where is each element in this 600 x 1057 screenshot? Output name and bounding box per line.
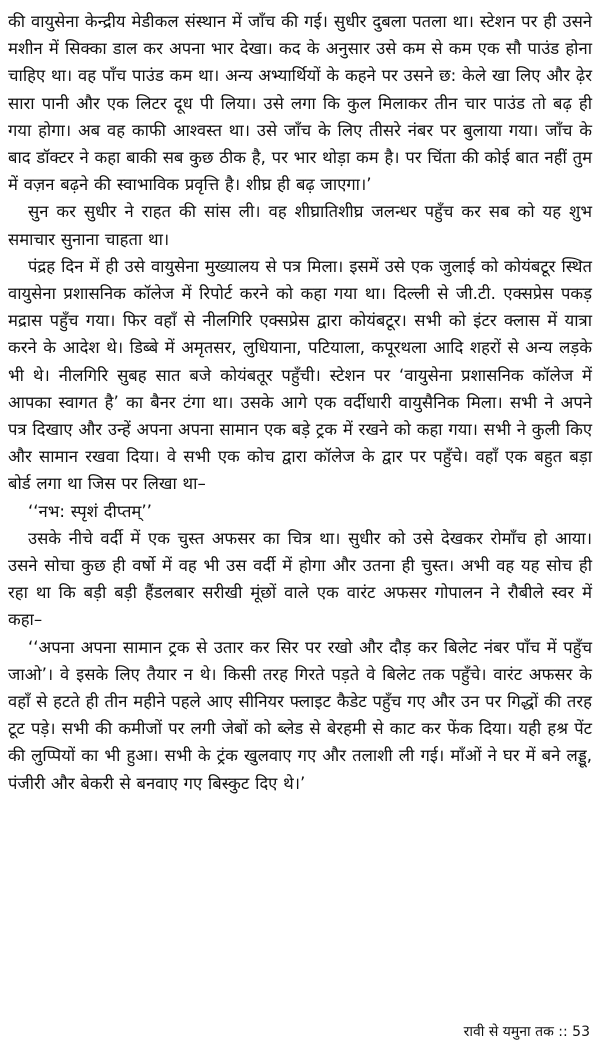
paragraph-2: सुन कर सुधीर ने राहत की सांस ली। वह शीघ्रातिशीघ्र जलन्धर पहुँच कर सब को यह शुभ समाचार सुनाना चाहता था।: [8, 202, 592, 249]
paragraph-1: की वायुसेना केन्द्रीय मेडीकल संस्थान में जाँच की गई। सुधीर दुबला पतला था। स्टेशन पर ही उसने मशीन में सिक्का डाल कर अपना भार देखा। कद के अनुसार उसे कम से कम एक सौ पाउंड होना चाहिए था। वह पाँच पाउंड कम था। अन्य अभ्यार्थियों के कहने पर उसने छ: केले खा लिए और ढ़ेर सारा पानी और एक लिटर दूध पी लिया। उसे लगा कि कुल मिलाकर तीन चार पाउंड तो बढ़ ही गया होगा। अब वह काफी आश्वस्त था। उसे जाँच के लिए तीसरे नंबर पर बुलाया गया। जाँच के बाद डॉक्टर ने कहा बाकी सब कुछ ठीक है, पर भार थोड़ा कम है। पर चिंता की कोई बात नहीं तुम में वज़न बढ़ने की स्वाभाविक प्रवृत्ति है। शीघ्र ही बढ़ जाएगा।’: [8, 12, 592, 195]
motto-line: ‘‘नभ: स्पृशं दीप्तम्’’: [28, 501, 152, 521]
paragraph-3: पंद्रह दिन में ही उसे वायुसेना मुख्यालय से पत्र मिला। इसमें उसे एक जुलाई को कोयंबटूर स्थित वायुसेना प्रशासनिक कॉलेज में रिपोर्ट करने को कहा गया था। दिल्ली से जी.टी. एक्सप्रेस पकड़ मद्रास पहुँच गया। फिर वहाँ से नीलगिरि एक्सप्रेस द्वारा कोयंबटूर। सभी को इंटर क्लास में यात्रा करने के आदेश थे। डिब्बे में अमृतसर, लुधियाना, पटियाला, कपूरथला आदि शहरों से अन्य लड़के भी थे। नीलगिरि सुबह सात बजे कोयंबतूर पहुँची। स्टेशन पर ‘वायुसेना प्रशासनिक कॉलेज में आपका स्वागत है’ का बैनर टंगा था। उसके आगे एक वर्दीधारी वायुसैनिक मिला। सभी ने अपने पत्र दिखाए और उन्हें अपना अपना सामान एक बड़े ट्रक में रखने को कहा गया। सभी ने कुली किए और सामान रखवा दिया। वे सभी एक कोच द्वारा कॉलेज के द्वार पर पहुँचे। वहाँ एक बहुत बड़ा बोर्ड लगा था जिस पर लिखा था–: [8, 256, 592, 494]
paragraph-5: ‘‘अपना अपना सामान ट्रक से उतार कर सिर पर रखो और दौड़ कर बिलेट नंबर पाँच में पहुँच जाओ’। वे इसके लिए तैयार न थे। किसी तरह गिरते पड़ते वे बिलेट तक पहुँचे। वारंट अफसर के वहाँ से हटते ही तीन महीने पहले आए सीनियर फ्लाइट कैडेट पहुँच गए और उन पर गिद्धों की तरह टूट पड़े। सभी की कमीजों पर लगी जेबों को ब्लेड से बेरहमी से काट कर फेंक दिया। यही हश्र पेंट की लुप्पियों का भी हुआ। सभी के ट्रंक खुलवाए गए और तलाशी ली गई। माँओं ने घर में बने लड्डू, पंजीरी और बेकरी से बनवाए गए बिस्कुट दिए थे।’: [8, 637, 592, 793]
paragraph-4: उसके नीचे वर्दी में एक चुस्त अफसर का चित्र था। सुधीर को उसे देखकर रोमाँच हो आया। उसने सोचा कुछ ही वर्षो में वह भी उस वर्दी में होगा और उतना ही चुस्त। अभी वह यह सोच ही रहा था कि बड़ी बड़ी हैंडलबार सरीखी मूंछों वाले एक वारंट अफसर गोपालन ने रौबीले स्वर में कहा–: [8, 528, 592, 630]
running-head-page-number: रावी से यमुना तक :: 53: [463, 1024, 590, 1040]
body-text: [8, 8, 592, 797]
